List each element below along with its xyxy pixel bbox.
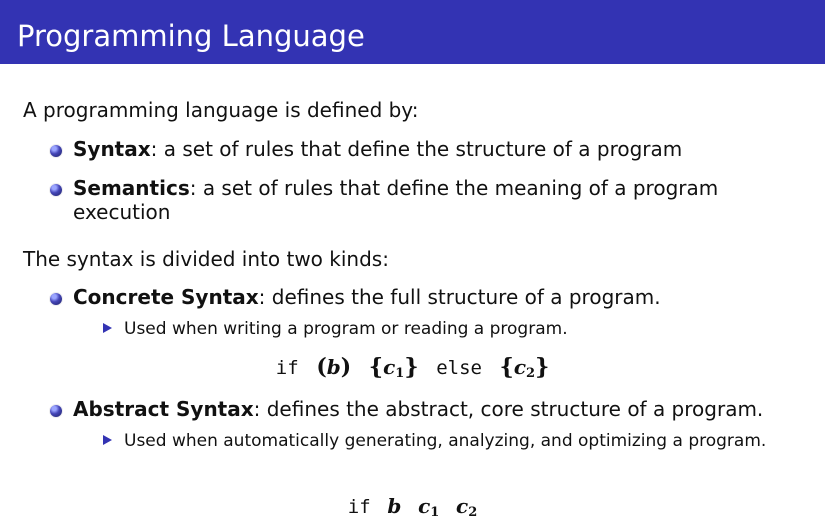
if-keyword: if [347,496,371,518]
subpoint-text: Used when automatically generating, analyzing, and optimizing a program. [124,431,767,451]
close-paren: ) [340,354,352,380]
branch-variable-c1 [418,494,439,518]
variable-base: c [456,494,469,518]
open-paren: ( [316,354,327,380]
definition-description: : a set of rules that define the meaning of a program execution [73,176,719,224]
variable-subscript: 2 [526,366,536,381]
variable-subscript: 1 [395,366,405,381]
abstract-syntax-example [0,493,825,526]
open-brace: { [499,354,514,380]
definition-description: : a set of rules that define the structure of a program [150,137,683,161]
kind-item-text [73,285,809,309]
kind-item-abstract [50,397,810,421]
round-bullet-icon [50,145,62,157]
round-bullet-icon [50,184,62,196]
variable-subscript: 1 [430,505,440,520]
triangle-right-icon [103,435,112,445]
concrete-subpoint [103,317,803,341]
kind-item-concrete [50,285,810,309]
triangle-right-icon [103,323,112,333]
else-keyword: else [436,357,482,379]
variable-base: c [418,494,431,518]
branch-variable-c2 [456,494,477,518]
close-brace: } [535,354,550,380]
definition-term: Semantics [73,176,190,200]
slide-title: Programming Language [17,19,365,53]
kind-term: Abstract Syntax [73,397,254,421]
variable-base: c [513,355,527,379]
branch-variable-c1 [383,355,404,379]
variable-base: c [383,355,396,379]
if-keyword: if [275,357,299,379]
kind-item-text [73,397,809,421]
round-bullet-icon [50,293,62,305]
kind-description: : defines the full structure of a program. [258,285,661,309]
definition-item-text [73,137,809,161]
condition-variable: b [387,494,402,518]
definition-item-text [73,176,763,224]
open-brace: { [368,354,384,380]
concrete-syntax-example [0,354,825,387]
subpoint-text: Used when writing a program or reading a program. [124,319,568,339]
kind-description: : defines the abstract, core structure of a program. [253,397,764,421]
definition-item-semantics [50,176,810,234]
syntax-intro-text: The syntax is divided into two kinds: [23,247,389,271]
variable-subscript: 2 [468,505,478,520]
close-brace: } [404,354,419,380]
definition-item-syntax [50,137,810,161]
condition-variable: b [326,355,341,379]
round-bullet-icon [50,405,62,417]
abstract-subpoint [103,429,803,477]
branch-variable-c2 [514,355,535,379]
kind-term: Concrete Syntax [73,285,259,309]
definition-term: Syntax [73,137,151,161]
intro-text: A programming language is defined by: [23,98,419,122]
